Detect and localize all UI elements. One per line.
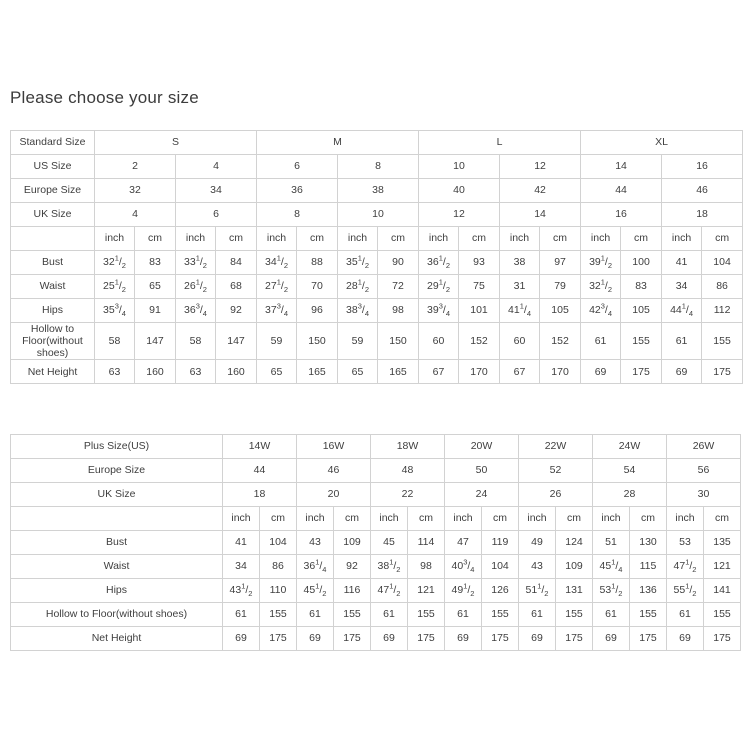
size-row bbox=[11, 483, 741, 507]
measure-value: 115 bbox=[630, 555, 667, 579]
measure-value: 175 bbox=[408, 627, 445, 651]
size-value: 44 bbox=[223, 459, 297, 483]
measure-value: $35^1/_2$ bbox=[338, 251, 378, 275]
size-value: 2 bbox=[95, 155, 176, 179]
measure-value: 63 bbox=[95, 360, 135, 384]
plus-size-20w: 20W bbox=[445, 435, 519, 459]
measure-value: 170 bbox=[540, 360, 581, 384]
measure-value: 100 bbox=[621, 251, 662, 275]
size-value: 26 bbox=[519, 483, 593, 507]
measure-value: 130 bbox=[630, 531, 667, 555]
measure-value: $37^3/_4$ bbox=[257, 299, 297, 323]
measure-value: 69 bbox=[519, 627, 556, 651]
measure-value: 114 bbox=[408, 531, 445, 555]
measure-value: 112 bbox=[702, 299, 743, 323]
measure-value: 155 bbox=[556, 603, 593, 627]
measure-value: 150 bbox=[378, 323, 419, 360]
measure-value: $45^1/_2$ bbox=[297, 579, 334, 603]
measure-row bbox=[11, 360, 743, 384]
measure-value: 155 bbox=[260, 603, 297, 627]
measure-value: $36^1/_4$ bbox=[297, 555, 334, 579]
measure-value: 147 bbox=[216, 323, 257, 360]
measure-value: 152 bbox=[540, 323, 581, 360]
measure-value: 63 bbox=[176, 360, 216, 384]
size-value: 42 bbox=[500, 179, 581, 203]
measure-row bbox=[11, 251, 743, 275]
size-value: 6 bbox=[257, 155, 338, 179]
measure-value: 147 bbox=[135, 323, 176, 360]
measure-value: $33^1/_2$ bbox=[176, 251, 216, 275]
measure-value: 155 bbox=[704, 603, 741, 627]
measure-value: 69 bbox=[223, 627, 260, 651]
measure-value: $47^1/_2$ bbox=[667, 555, 704, 579]
measure-value: 45 bbox=[371, 531, 408, 555]
row-label: Hollow to Floor(without shoes) bbox=[11, 323, 95, 360]
measure-value: 105 bbox=[621, 299, 662, 323]
plus-header-row bbox=[11, 435, 741, 459]
row-label: Waist bbox=[11, 275, 95, 299]
row-label: UK Size bbox=[11, 203, 95, 227]
row-label: Europe Size bbox=[11, 179, 95, 203]
measure-value: 41 bbox=[223, 531, 260, 555]
size-row bbox=[11, 155, 743, 179]
group-header-xl: XL bbox=[581, 131, 743, 155]
measure-value: 43 bbox=[519, 555, 556, 579]
plus-size-22w: 22W bbox=[519, 435, 593, 459]
measure-value: 59 bbox=[338, 323, 378, 360]
unit-inch: inch bbox=[223, 507, 260, 531]
unit-inch: inch bbox=[662, 227, 702, 251]
unit-cm: cm bbox=[482, 507, 519, 531]
unit-inch: inch bbox=[419, 227, 459, 251]
measure-value: 150 bbox=[297, 323, 338, 360]
measure-row bbox=[11, 299, 743, 323]
measure-value: 58 bbox=[176, 323, 216, 360]
measure-value: 31 bbox=[500, 275, 540, 299]
size-value: 24 bbox=[445, 483, 519, 507]
measure-value: 61 bbox=[519, 603, 556, 627]
unit-inch: inch bbox=[257, 227, 297, 251]
unit-cm: cm bbox=[297, 227, 338, 251]
measure-row bbox=[11, 531, 741, 555]
measure-value: 109 bbox=[556, 555, 593, 579]
plus-size-16w: 16W bbox=[297, 435, 371, 459]
measure-value: 67 bbox=[419, 360, 459, 384]
measure-value: 105 bbox=[540, 299, 581, 323]
measure-value: 34 bbox=[223, 555, 260, 579]
measure-row bbox=[11, 579, 741, 603]
measure-value: 61 bbox=[581, 323, 621, 360]
size-value: 52 bbox=[519, 459, 593, 483]
measure-value: $27^1/_2$ bbox=[257, 275, 297, 299]
size-row bbox=[11, 179, 743, 203]
measure-value: $38^3/_4$ bbox=[338, 299, 378, 323]
group-header-m: M bbox=[257, 131, 419, 155]
plus-size-24w: 24W bbox=[593, 435, 667, 459]
measure-value: 170 bbox=[459, 360, 500, 384]
measure-value: 121 bbox=[704, 555, 741, 579]
group-header-l: L bbox=[419, 131, 581, 155]
page-title: Please choose your size bbox=[10, 88, 199, 107]
size-value: 38 bbox=[338, 179, 419, 203]
measure-value: $40^3/_4$ bbox=[445, 555, 482, 579]
measure-value: $32^1/_2$ bbox=[581, 275, 621, 299]
unit-inch: inch bbox=[297, 507, 334, 531]
measure-value: 91 bbox=[135, 299, 176, 323]
measure-value: 175 bbox=[556, 627, 593, 651]
unit-cm: cm bbox=[556, 507, 593, 531]
row-label: Hips bbox=[11, 579, 223, 603]
measure-value: 51 bbox=[593, 531, 630, 555]
measure-value: 38 bbox=[500, 251, 540, 275]
measure-value: 70 bbox=[297, 275, 338, 299]
measure-value: $44^1/_4$ bbox=[662, 299, 702, 323]
measure-value: 160 bbox=[135, 360, 176, 384]
plus-size-26w: 26W bbox=[667, 435, 741, 459]
measure-value: $36^1/_2$ bbox=[419, 251, 459, 275]
size-value: 46 bbox=[662, 179, 743, 203]
size-value: 28 bbox=[593, 483, 667, 507]
measure-value: 175 bbox=[621, 360, 662, 384]
measure-value: 88 bbox=[297, 251, 338, 275]
plus-size-14w: 14W bbox=[223, 435, 297, 459]
measure-value: $32^1/_2$ bbox=[95, 251, 135, 275]
measure-value: 79 bbox=[540, 275, 581, 299]
row-label: Europe Size bbox=[11, 459, 223, 483]
measure-value: 135 bbox=[704, 531, 741, 555]
unit-cm: cm bbox=[260, 507, 297, 531]
measure-value: 101 bbox=[459, 299, 500, 323]
size-value: 40 bbox=[419, 179, 500, 203]
size-value: 16 bbox=[581, 203, 662, 227]
measure-value: 69 bbox=[581, 360, 621, 384]
measure-value: $28^1/_2$ bbox=[338, 275, 378, 299]
unit-row-blank bbox=[11, 507, 223, 531]
unit-cm: cm bbox=[630, 507, 667, 531]
size-value: 34 bbox=[176, 179, 257, 203]
measure-value: 43 bbox=[297, 531, 334, 555]
measure-value: 84 bbox=[216, 251, 257, 275]
measure-value: 67 bbox=[500, 360, 540, 384]
measure-value: 69 bbox=[662, 360, 702, 384]
measure-value: 69 bbox=[297, 627, 334, 651]
size-value: 8 bbox=[257, 203, 338, 227]
unit-row-blank bbox=[11, 227, 95, 251]
size-value: 20 bbox=[297, 483, 371, 507]
measure-row bbox=[11, 555, 741, 579]
measure-value: 59 bbox=[257, 323, 297, 360]
size-value: 56 bbox=[667, 459, 741, 483]
measure-value: 61 bbox=[371, 603, 408, 627]
measure-value: $29^1/_2$ bbox=[419, 275, 459, 299]
measure-value: $55^1/_2$ bbox=[667, 579, 704, 603]
size-value: 54 bbox=[593, 459, 667, 483]
measure-value: 92 bbox=[334, 555, 371, 579]
size-value: 14 bbox=[581, 155, 662, 179]
unit-cm: cm bbox=[621, 227, 662, 251]
size-value: 12 bbox=[419, 203, 500, 227]
size-value: 4 bbox=[95, 203, 176, 227]
measure-value: 49 bbox=[519, 531, 556, 555]
measure-value: 104 bbox=[482, 555, 519, 579]
size-value: 18 bbox=[662, 203, 743, 227]
row-label: Bust bbox=[11, 251, 95, 275]
measure-value: 98 bbox=[408, 555, 445, 579]
unit-cm: cm bbox=[408, 507, 445, 531]
measure-value: 65 bbox=[257, 360, 297, 384]
measure-value: 175 bbox=[704, 627, 741, 651]
unit-inch: inch bbox=[519, 507, 556, 531]
measure-value: 126 bbox=[482, 579, 519, 603]
size-value: 44 bbox=[581, 179, 662, 203]
measure-value: $39^3/_4$ bbox=[419, 299, 459, 323]
measure-value: 175 bbox=[260, 627, 297, 651]
row-label: Waist bbox=[11, 555, 223, 579]
measure-value: 61 bbox=[593, 603, 630, 627]
measure-value: 86 bbox=[702, 275, 743, 299]
measure-value: 83 bbox=[621, 275, 662, 299]
measure-value: $25^1/_2$ bbox=[95, 275, 135, 299]
measure-value: 110 bbox=[260, 579, 297, 603]
unit-inch: inch bbox=[95, 227, 135, 251]
measure-value: 119 bbox=[482, 531, 519, 555]
group-header-row bbox=[11, 131, 743, 155]
measure-row bbox=[11, 627, 741, 651]
measure-value: $41^1/_4$ bbox=[500, 299, 540, 323]
unit-cm: cm bbox=[216, 227, 257, 251]
measure-value: 90 bbox=[378, 251, 419, 275]
unit-row bbox=[11, 507, 741, 531]
measure-value: $38^1/_2$ bbox=[371, 555, 408, 579]
measure-value: 69 bbox=[667, 627, 704, 651]
measure-value: 121 bbox=[408, 579, 445, 603]
measure-value: 97 bbox=[540, 251, 581, 275]
measure-value: $36^3/_4$ bbox=[176, 299, 216, 323]
size-value: 10 bbox=[419, 155, 500, 179]
plus-size-table bbox=[10, 434, 741, 651]
unit-inch: inch bbox=[581, 227, 621, 251]
measure-value: $49^1/_2$ bbox=[445, 579, 482, 603]
measure-value: $42^3/_4$ bbox=[581, 299, 621, 323]
row-label: UK Size bbox=[11, 483, 223, 507]
size-value: 18 bbox=[223, 483, 297, 507]
measure-value: $43^1/_2$ bbox=[223, 579, 260, 603]
size-value: 32 bbox=[95, 179, 176, 203]
row-label: Bust bbox=[11, 531, 223, 555]
row-label: US Size bbox=[11, 155, 95, 179]
measure-value: 98 bbox=[378, 299, 419, 323]
measure-value: 61 bbox=[662, 323, 702, 360]
size-row bbox=[11, 203, 743, 227]
measure-value: 155 bbox=[702, 323, 743, 360]
measure-value: 165 bbox=[378, 360, 419, 384]
measure-row bbox=[11, 275, 743, 299]
unit-cm: cm bbox=[704, 507, 741, 531]
size-value: 6 bbox=[176, 203, 257, 227]
size-value: 36 bbox=[257, 179, 338, 203]
measure-value: 152 bbox=[459, 323, 500, 360]
row-label: Hips bbox=[11, 299, 95, 323]
size-value: 10 bbox=[338, 203, 419, 227]
unit-cm: cm bbox=[702, 227, 743, 251]
unit-inch: inch bbox=[667, 507, 704, 531]
measure-value: 165 bbox=[297, 360, 338, 384]
size-value: 48 bbox=[371, 459, 445, 483]
size-value: 8 bbox=[338, 155, 419, 179]
unit-cm: cm bbox=[459, 227, 500, 251]
measure-value: $34^1/_2$ bbox=[257, 251, 297, 275]
size-value: 30 bbox=[667, 483, 741, 507]
unit-inch: inch bbox=[500, 227, 540, 251]
group-header-s: S bbox=[95, 131, 257, 155]
measure-value: 155 bbox=[621, 323, 662, 360]
size-value: 14 bbox=[500, 203, 581, 227]
measure-value: 104 bbox=[702, 251, 743, 275]
measure-value: 155 bbox=[334, 603, 371, 627]
measure-value: 58 bbox=[95, 323, 135, 360]
measure-value: $39^1/_2$ bbox=[581, 251, 621, 275]
row-label: Hollow to Floor(without shoes) bbox=[11, 603, 223, 627]
measure-value: 175 bbox=[334, 627, 371, 651]
plus-size-18w: 18W bbox=[371, 435, 445, 459]
size-value: 46 bbox=[297, 459, 371, 483]
measure-value: 53 bbox=[667, 531, 704, 555]
measure-value: 93 bbox=[459, 251, 500, 275]
measure-value: 69 bbox=[371, 627, 408, 651]
measure-value: 68 bbox=[216, 275, 257, 299]
measure-value: 160 bbox=[216, 360, 257, 384]
measure-value: 65 bbox=[135, 275, 176, 299]
measure-row bbox=[11, 603, 741, 627]
unit-cm: cm bbox=[378, 227, 419, 251]
header-plus-size: Plus Size(US) bbox=[11, 435, 223, 459]
measure-value: 69 bbox=[593, 627, 630, 651]
size-value: 16 bbox=[662, 155, 743, 179]
size-value: 4 bbox=[176, 155, 257, 179]
measure-value: 65 bbox=[338, 360, 378, 384]
size-value: 12 bbox=[500, 155, 581, 179]
size-value: 22 bbox=[371, 483, 445, 507]
measure-value: 136 bbox=[630, 579, 667, 603]
measure-value: 34 bbox=[662, 275, 702, 299]
measure-value: 83 bbox=[135, 251, 176, 275]
measure-value: $35^3/_4$ bbox=[95, 299, 135, 323]
measure-value: 61 bbox=[667, 603, 704, 627]
unit-inch: inch bbox=[593, 507, 630, 531]
row-label: Net Height bbox=[11, 627, 223, 651]
measure-value: 75 bbox=[459, 275, 500, 299]
measure-value: 72 bbox=[378, 275, 419, 299]
measure-value: 60 bbox=[419, 323, 459, 360]
measure-value: 60 bbox=[500, 323, 540, 360]
unit-row bbox=[11, 227, 743, 251]
measure-value: 141 bbox=[704, 579, 741, 603]
measure-value: 104 bbox=[260, 531, 297, 555]
measure-value: 175 bbox=[702, 360, 743, 384]
measure-value: $51^1/_2$ bbox=[519, 579, 556, 603]
measure-value: 61 bbox=[223, 603, 260, 627]
measure-value: 116 bbox=[334, 579, 371, 603]
unit-inch: inch bbox=[371, 507, 408, 531]
measure-value: 175 bbox=[482, 627, 519, 651]
measure-value: 41 bbox=[662, 251, 702, 275]
unit-cm: cm bbox=[334, 507, 371, 531]
measure-value: 155 bbox=[482, 603, 519, 627]
unit-inch: inch bbox=[338, 227, 378, 251]
measure-value: 92 bbox=[216, 299, 257, 323]
row-label: Net Height bbox=[11, 360, 95, 384]
measure-value: 175 bbox=[630, 627, 667, 651]
measure-value: 86 bbox=[260, 555, 297, 579]
measure-value: $47^1/_2$ bbox=[371, 579, 408, 603]
standard-size-table bbox=[10, 130, 743, 384]
measure-value: 61 bbox=[297, 603, 334, 627]
unit-cm: cm bbox=[135, 227, 176, 251]
measure-value: 131 bbox=[556, 579, 593, 603]
unit-inch: inch bbox=[176, 227, 216, 251]
measure-value: $53^1/_2$ bbox=[593, 579, 630, 603]
measure-value: 124 bbox=[556, 531, 593, 555]
measure-value: 69 bbox=[445, 627, 482, 651]
measure-value: 61 bbox=[445, 603, 482, 627]
unit-cm: cm bbox=[540, 227, 581, 251]
measure-value: $26^1/_2$ bbox=[176, 275, 216, 299]
measure-value: 109 bbox=[334, 531, 371, 555]
measure-value: 47 bbox=[445, 531, 482, 555]
measure-row bbox=[11, 323, 743, 360]
measure-value: 155 bbox=[630, 603, 667, 627]
measure-value: $45^1/_4$ bbox=[593, 555, 630, 579]
size-value: 50 bbox=[445, 459, 519, 483]
header-standard-size: Standard Size bbox=[11, 131, 95, 155]
measure-value: 155 bbox=[408, 603, 445, 627]
size-row bbox=[11, 459, 741, 483]
measure-value: 96 bbox=[297, 299, 338, 323]
unit-inch: inch bbox=[445, 507, 482, 531]
